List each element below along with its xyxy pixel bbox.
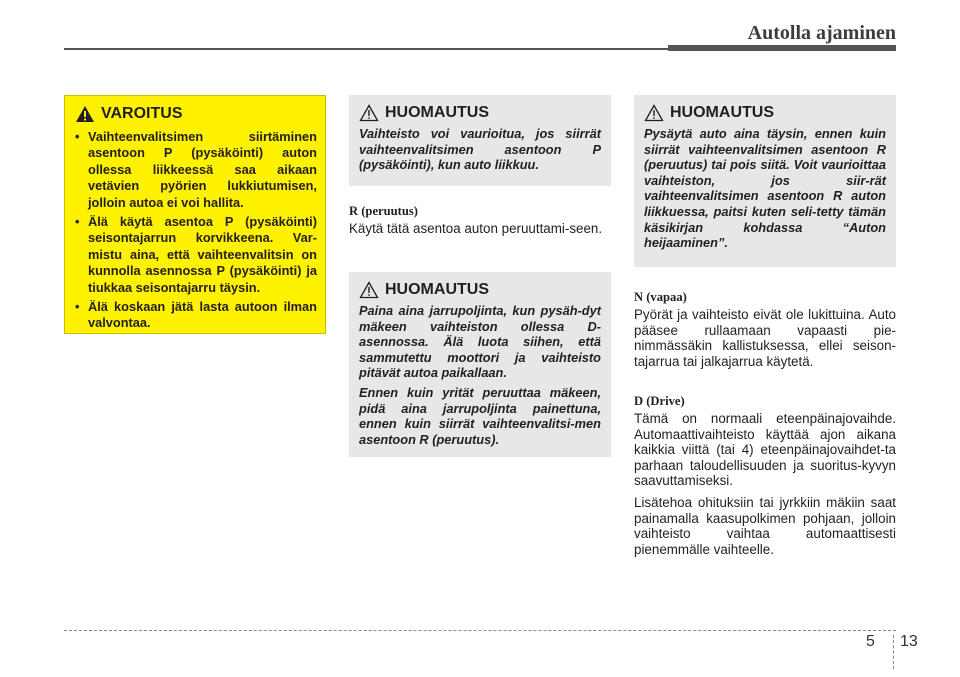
note-box-park-damage xyxy=(349,95,611,186)
warning-item: • Älä käytä asentoa P (pysäköinti) seisontajarrun korvikkeena. Var-mistu aina, että vaihteenvalitsin on kunnolla asennossa P (pysäköinti) ja tiukkaa seisontajarru täysin. xyxy=(75,214,317,295)
header-rule xyxy=(64,48,670,50)
note-text: Paina aina jarrupoljinta, kun pysäh-dyt mäkeen vaihteiston ollessa D-asennossa. Älä luota siihen, että sammutettu moottori ja vaihteisto pitävät autoa paikallaan. xyxy=(359,303,601,381)
warning-box xyxy=(64,95,326,334)
warning-triangle-outline-icon xyxy=(644,104,664,122)
bullet-icon: • xyxy=(75,214,80,230)
page-number: 13 xyxy=(900,633,918,650)
bullet-icon: • xyxy=(75,299,80,315)
section-drive xyxy=(634,394,896,557)
note-title xyxy=(359,104,601,122)
note-title xyxy=(359,281,601,299)
footer-rule xyxy=(64,630,896,631)
footer-divider xyxy=(893,635,894,669)
warning-title-text: VAROITUS xyxy=(101,105,183,122)
section-paragraph: Lisätehoa ohituksiin tai jyrkkiin mäkiin saat painamalla kaasupolkimen pohjaan, jolloin vaihteisto vaihtaa automaattisesti pienemmälle vaihteelle. xyxy=(634,494,896,557)
chapter-title: Autolla ajaminen xyxy=(747,22,896,44)
note-text: Pysäytä auto aina täysin, ennen kuin siirrät vaihteenvalitsimen asentoon R (peruutus) tai pois siitä. Voit vaurioittaa vaihteiston, jos siir-rät vaihteenvalitsimen asentoon R auton liikkuessa, paitsi kuten seli-tetty tämän käsikirjan kohdassa “Auton heijaaminen”. xyxy=(644,126,886,251)
chapter-number: 5 xyxy=(866,633,875,650)
section-paragraph: Tämä on normaali eteenpäinajovaihde. Automaattivaihteisto käyttää ajon aikana kaikkia viittä (tai 4) eteenpäinajovaihdet-ta parhaan taloudellisuuden ja suoritus-kyvyn saavuttamiseksi. xyxy=(634,411,896,489)
warning-list xyxy=(75,129,317,332)
warning-item: • Älä koskaan jätä lasta autoon ilman valvontaa. xyxy=(75,299,317,331)
section-heading: D (Drive) xyxy=(634,394,685,408)
section-paragraph: Pyörät ja vaihteisto eivät ole lukittuina. Auto pääsee rullaamaan vapaasti pie-nimmässäkin kallistuksessa, ellei seison-tajarrua tai jalkajarrua käytetä. xyxy=(634,307,896,369)
bullet-icon: • xyxy=(75,129,80,144)
note-text: Vaihteisto voi vaurioitua, jos siirrät vaihteenvalitsimen asentoon P (pysäköinti), kun auto liikkuu. xyxy=(359,126,601,173)
section-reverse xyxy=(349,204,611,237)
note-box-reverse-stop xyxy=(634,95,896,267)
note-title xyxy=(644,104,886,122)
note-box-hill-brake xyxy=(349,272,611,457)
section-neutral xyxy=(634,290,896,369)
section-paragraph: Käytä tätä asentoa auton peruuttami-seen. xyxy=(349,221,603,236)
note-text: Ennen kuin yrität peruuttaa mäkeen, pidä aina jarrupoljinta painettuna, ennen kuin siirrät vaihteenvalitsi-men asentoon R (peruutus). xyxy=(359,384,601,447)
header-rule-accent xyxy=(668,45,896,51)
section-heading: N (vapaa) xyxy=(634,290,687,304)
section-heading: R (peruutus) xyxy=(349,204,418,218)
warning-item: • Vaihteenvalitsimen siirtäminen asentoon P (pysäköinti) auton ollessa liikkeessä saa aikaan vetävien pyörien lukkiutumisen, jolloin autoa ei voi hallita. xyxy=(75,129,317,210)
warning-triangle-outline-icon xyxy=(359,281,379,299)
warning-title xyxy=(75,105,317,123)
warning-triangle-filled-icon xyxy=(75,105,95,123)
note-title-text: HUOMAUTUS xyxy=(385,104,489,121)
warning-triangle-outline-icon xyxy=(359,104,379,122)
note-title-text: HUOMAUTUS xyxy=(385,281,489,298)
note-title-text: HUOMAUTUS xyxy=(670,104,774,121)
